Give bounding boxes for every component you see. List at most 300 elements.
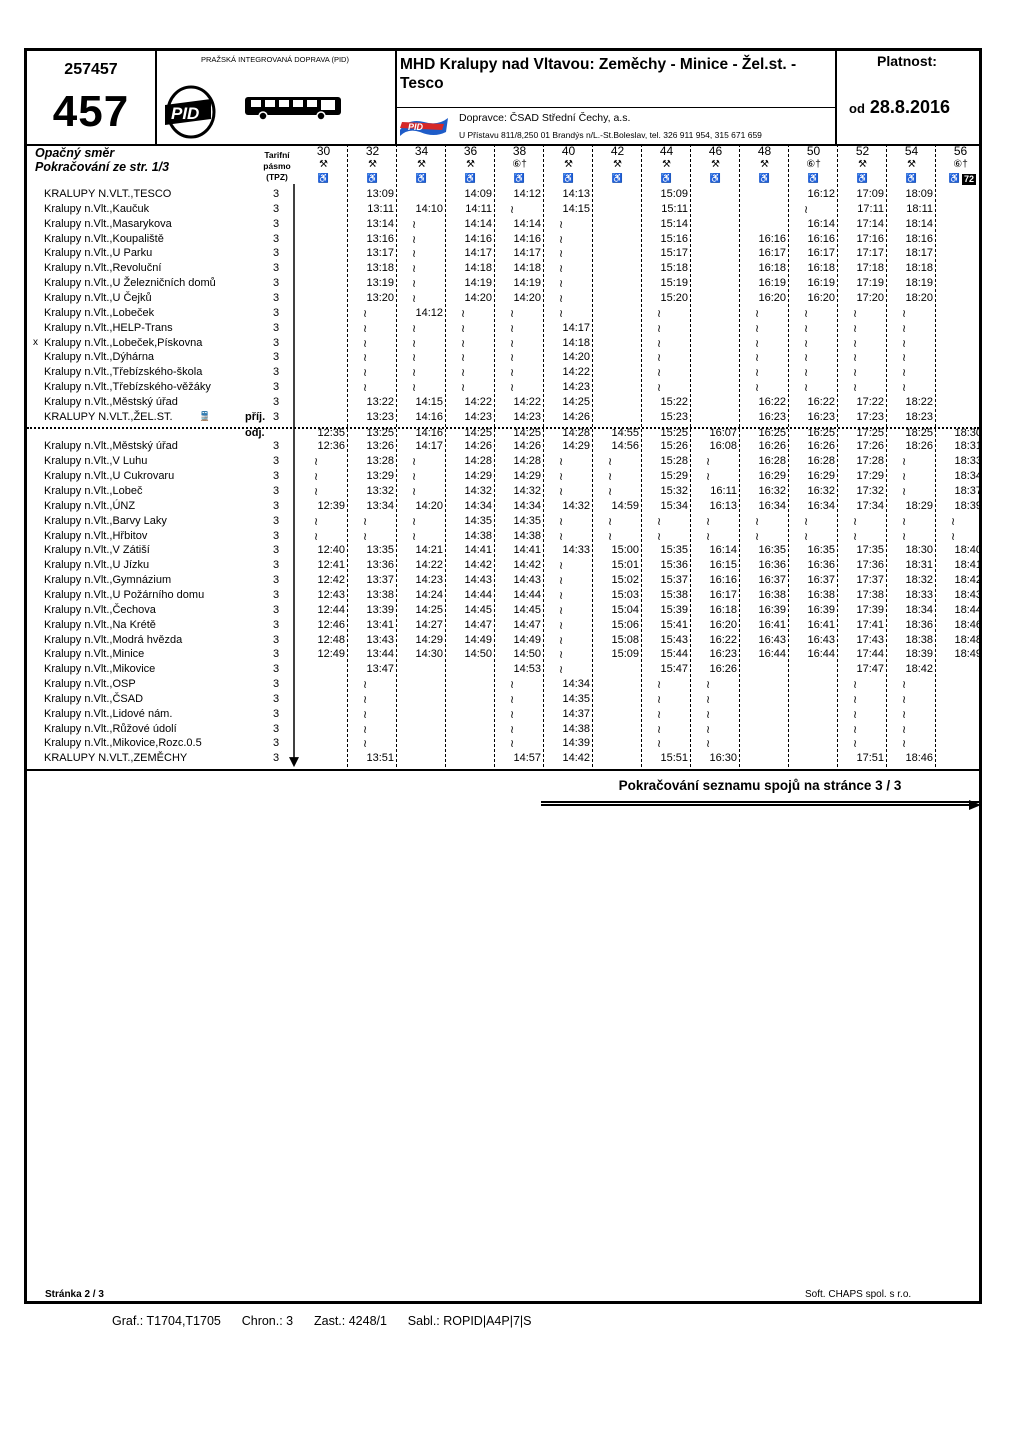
time-cell: 18:25 bbox=[905, 426, 933, 439]
time-cell: 14:12 bbox=[415, 306, 443, 319]
pass-through-mark: ≀ bbox=[754, 530, 760, 543]
time-cell: 13:37 bbox=[366, 574, 394, 587]
time-cell: 15:36 bbox=[660, 559, 688, 572]
pass-through-mark: ≀ bbox=[705, 456, 711, 469]
pass-through-mark: ≀ bbox=[705, 530, 711, 543]
time-cell: 14:42 bbox=[464, 559, 492, 572]
time-cell: 13:09 bbox=[366, 188, 394, 200]
time-cell: 16:37 bbox=[758, 574, 786, 587]
wheelchair-icon: ♿ bbox=[948, 173, 961, 183]
timetable-code: 257457 bbox=[64, 61, 118, 78]
route-title: MHD Kralupy nad Vltavou: Zeměchy - Minice - Žel.st. - Tesco bbox=[400, 56, 797, 92]
pass-through-mark: ≀ bbox=[754, 322, 760, 335]
time-cell: 13:39 bbox=[366, 603, 394, 616]
time-cell: 14:14 bbox=[513, 217, 541, 230]
pass-through-mark: ≀ bbox=[460, 352, 466, 365]
time-cell: 14:15 bbox=[562, 202, 590, 215]
pass-through-mark: ≀ bbox=[901, 382, 907, 395]
tariff-zone: 3 bbox=[273, 262, 280, 275]
time-cell: 16:16 bbox=[758, 232, 786, 245]
stop-name: Kralupy n.Vlt.,V Zátiší bbox=[44, 544, 150, 557]
timetable-frame bbox=[24, 48, 982, 1304]
pass-through-mark: ≀ bbox=[901, 352, 907, 365]
validity-label: Platnost: bbox=[877, 53, 937, 69]
time-cell: 18:09 bbox=[905, 188, 933, 200]
trip-symbol: ⚒ bbox=[368, 159, 377, 170]
pass-through-mark: ≀ bbox=[411, 322, 417, 335]
tariff-zone: 3 bbox=[273, 663, 280, 676]
pass-through-mark: ≀ bbox=[852, 679, 858, 692]
stop-name: Kralupy n.Vlt.,Dýhárna bbox=[44, 351, 155, 364]
pass-through-mark: ≀ bbox=[558, 530, 564, 543]
stop-name: Kralupy n.Vlt.,OSP bbox=[44, 678, 136, 691]
time-cell: 16:37 bbox=[807, 574, 835, 587]
pid-box bbox=[155, 51, 397, 144]
tariff-zone: 3 bbox=[273, 366, 280, 379]
stop-name: Kralupy n.Vlt.,Barvy Laky bbox=[44, 514, 167, 527]
trip-number: 46 bbox=[708, 144, 723, 158]
time-cell: 16:32 bbox=[758, 485, 786, 497]
operator-logo-icon bbox=[398, 114, 450, 138]
tariff-zone: 3 bbox=[273, 306, 280, 319]
validity-value bbox=[849, 97, 950, 118]
pass-through-mark: ≀ bbox=[411, 352, 417, 365]
pass-through-mark: ≀ bbox=[509, 679, 515, 692]
time-cell: 14:20 bbox=[415, 499, 443, 512]
wheelchair-icon: ♿ bbox=[562, 173, 575, 183]
time-cell: 12:49 bbox=[317, 648, 345, 661]
time-cell: 16:19 bbox=[807, 277, 835, 290]
time-cell: 16:22 bbox=[807, 395, 835, 408]
pass-through-mark: ≀ bbox=[901, 486, 907, 498]
time-cell: 17:26 bbox=[856, 440, 884, 453]
stop-name: Kralupy n.Vlt.,Na Krétě bbox=[44, 618, 156, 631]
time-cell: 13:14 bbox=[366, 217, 394, 230]
pass-through-mark: ≀ bbox=[558, 634, 564, 647]
stop-name: Kralupy n.Vlt.,ČSAD bbox=[44, 692, 144, 705]
time-cell: 14:39 bbox=[562, 737, 590, 750]
svg-text:PID: PID bbox=[171, 104, 200, 123]
time-cell: 14:16 bbox=[464, 232, 492, 245]
time-cell: 14:45 bbox=[464, 603, 492, 616]
time-cell: 16:36 bbox=[807, 559, 835, 572]
time-cell: 14:28 bbox=[513, 455, 541, 468]
chron-info: Chron.: 3 bbox=[241, 1314, 294, 1328]
pass-through-mark: ≀ bbox=[558, 292, 564, 305]
pass-through-mark: ≀ bbox=[411, 367, 417, 380]
time-cell: 15:28 bbox=[660, 455, 688, 468]
time-cell: 14:50 bbox=[464, 648, 492, 661]
time-cell: 14:55 bbox=[611, 426, 639, 439]
time-cell: 16:25 bbox=[758, 426, 786, 439]
time-cell: 15:51 bbox=[660, 752, 688, 765]
trip-symbol: ⚒ bbox=[564, 159, 573, 170]
pass-through-mark: ≀ bbox=[313, 471, 319, 484]
column-divider bbox=[396, 144, 397, 767]
pass-through-mark: ≀ bbox=[509, 382, 515, 395]
trip-number: 52 bbox=[855, 144, 870, 158]
time-cell: 18:43 bbox=[954, 588, 982, 601]
time-cell: 15:02 bbox=[611, 574, 639, 587]
integrator-name: PRAŽSKÁ INTEGROVANÁ DOPRAVA (PID) bbox=[201, 55, 349, 64]
time-cell: 16:20 bbox=[758, 291, 786, 304]
time-cell: 14:38 bbox=[513, 529, 541, 542]
time-cell: 16:26 bbox=[709, 663, 737, 676]
tariff-zone: 3 bbox=[273, 455, 280, 468]
trip-number: 34 bbox=[414, 144, 429, 158]
time-cell: 15:11 bbox=[661, 202, 688, 215]
time-cell: 14:34 bbox=[562, 678, 590, 691]
tariff-zone: 3 bbox=[273, 485, 280, 497]
stop-name: Kralupy n.Vlt.,Třebízského-věžáky bbox=[44, 381, 211, 394]
time-cell: 17:14 bbox=[856, 217, 884, 230]
stop-name: Kralupy n.Vlt.,Mikovice bbox=[44, 663, 156, 676]
pass-through-mark: ≀ bbox=[362, 382, 368, 395]
pass-through-mark: ≀ bbox=[362, 530, 368, 543]
time-cell: 16:44 bbox=[807, 648, 835, 661]
time-cell: 14:57 bbox=[513, 752, 541, 765]
time-cell: 14:17 bbox=[513, 247, 541, 260]
time-cell: 14:22 bbox=[464, 395, 492, 408]
time-cell: 15:39 bbox=[660, 603, 688, 616]
time-cell: 13:19 bbox=[366, 277, 394, 290]
time-cell: 15:03 bbox=[611, 588, 639, 601]
operator-box bbox=[395, 107, 835, 145]
time-cell: 18:44 bbox=[954, 603, 982, 616]
time-cell: 14:45 bbox=[513, 603, 541, 616]
time-cell: 15:32 bbox=[660, 485, 688, 497]
pass-through-mark: ≀ bbox=[754, 367, 760, 380]
time-cell: 14:27 bbox=[415, 618, 443, 631]
bus-icon bbox=[243, 95, 343, 121]
time-cell: 12:41 bbox=[317, 559, 345, 572]
time-cell: 13:47 bbox=[366, 663, 394, 676]
time-cell: 14:13 bbox=[562, 188, 590, 200]
pass-through-mark: ≀ bbox=[509, 203, 515, 216]
time-cell: 14:33 bbox=[562, 544, 590, 557]
time-cell: 14:41 bbox=[464, 544, 492, 557]
time-cell: 14:25 bbox=[513, 426, 541, 439]
pass-through-mark: ≀ bbox=[656, 382, 662, 395]
time-cell: 17:38 bbox=[856, 588, 884, 601]
pass-through-mark: ≀ bbox=[656, 307, 662, 320]
tariff-label-1: Tarifní bbox=[264, 150, 290, 160]
time-cell: 17:51 bbox=[856, 752, 884, 765]
trip-number: 54 bbox=[904, 144, 919, 158]
tariff-zone: 3 bbox=[273, 633, 280, 646]
time-cell: 18:39 bbox=[905, 648, 933, 661]
tariff-label-2: pásmo bbox=[263, 161, 291, 171]
pass-through-mark: ≀ bbox=[852, 382, 858, 395]
trip-symbol: ⚒ bbox=[662, 159, 671, 170]
tariff-zone: 3 bbox=[273, 603, 280, 616]
time-cell: 18:42 bbox=[954, 574, 982, 587]
pass-through-mark: ≀ bbox=[411, 292, 417, 305]
time-cell: 14:19 bbox=[464, 277, 492, 290]
time-cell: 17:18 bbox=[856, 262, 884, 275]
pass-through-mark: ≀ bbox=[558, 664, 564, 677]
time-cell: 18:26 bbox=[905, 440, 933, 453]
pass-through-mark: ≀ bbox=[558, 233, 564, 246]
validity-box bbox=[835, 51, 979, 144]
time-cell: 14:20 bbox=[562, 351, 590, 364]
time-cell: 16:29 bbox=[807, 470, 835, 483]
time-cell: 13:18 bbox=[366, 262, 394, 275]
stop-name: Kralupy n.Vlt.,Čechova bbox=[44, 603, 156, 616]
time-cell: 16:35 bbox=[758, 544, 786, 557]
stop-name: Kralupy n.Vlt.,U Železničních domů bbox=[44, 277, 216, 290]
pass-through-mark: ≀ bbox=[411, 218, 417, 231]
pass-through-mark: ≀ bbox=[558, 263, 564, 276]
pass-through-mark: ≀ bbox=[852, 367, 858, 380]
wheelchair-icon: ♿ bbox=[660, 173, 673, 183]
low-floor-badge: 72 bbox=[964, 174, 975, 184]
time-cell: 14:11 bbox=[465, 202, 492, 215]
time-cell: 16:18 bbox=[807, 262, 835, 275]
time-cell: 17:41 bbox=[856, 618, 884, 631]
stop-name: Kralupy n.Vlt.,Modrá hvězda bbox=[44, 633, 183, 646]
time-cell: 14:16 bbox=[415, 426, 443, 439]
pass-through-mark: ≀ bbox=[705, 723, 711, 736]
trip-symbol: ⚒ bbox=[417, 159, 426, 170]
time-cell: 16:17 bbox=[758, 247, 786, 260]
tariff-zone: 3 bbox=[273, 202, 280, 215]
direction-arrow-icon bbox=[289, 184, 299, 767]
pass-through-mark: ≀ bbox=[362, 322, 368, 335]
time-cell: 14:20 bbox=[513, 291, 541, 304]
pass-through-mark: ≀ bbox=[656, 337, 662, 350]
wheelchair-icon: ♿ bbox=[758, 173, 771, 183]
pass-through-mark: ≀ bbox=[656, 530, 662, 543]
pass-through-mark: ≀ bbox=[558, 218, 564, 231]
time-cell: 15:26 bbox=[660, 440, 688, 453]
pass-through-mark: ≀ bbox=[656, 708, 662, 721]
svg-text:PID: PID bbox=[408, 122, 424, 132]
pass-through-mark: ≀ bbox=[754, 307, 760, 320]
time-cell: 17:09 bbox=[856, 188, 884, 200]
pass-through-mark: ≀ bbox=[607, 530, 613, 543]
pass-through-mark: ≀ bbox=[705, 708, 711, 721]
line-number: 457 bbox=[52, 87, 130, 136]
wheelchair-icon: ♿ bbox=[366, 173, 379, 183]
time-cell: 13:17 bbox=[366, 247, 394, 260]
time-cell: 14:21 bbox=[415, 544, 443, 557]
time-cell: 14:38 bbox=[464, 529, 492, 542]
time-cell: 18:48 bbox=[954, 633, 982, 646]
pass-through-mark: ≀ bbox=[852, 530, 858, 543]
time-cell: 12:35 bbox=[317, 426, 345, 439]
time-cell: 14:32 bbox=[464, 485, 492, 497]
time-cell: 14:28 bbox=[464, 455, 492, 468]
time-cell: 16:32 bbox=[807, 485, 835, 497]
time-cell: 12:42 bbox=[317, 574, 345, 587]
time-cell: 14:34 bbox=[513, 499, 541, 512]
pass-through-mark: ≀ bbox=[411, 337, 417, 350]
wheelchair-icon: ♿ bbox=[317, 173, 330, 183]
time-cell: 16:16 bbox=[807, 232, 835, 245]
pass-through-mark: ≀ bbox=[901, 723, 907, 736]
time-cell: 18:30 bbox=[954, 426, 982, 439]
time-cell: 13:22 bbox=[366, 395, 394, 408]
arrow-right-icon bbox=[541, 799, 981, 811]
tariff-zone: 3 bbox=[273, 618, 280, 631]
tariff-zone: 3 bbox=[273, 351, 280, 364]
pass-through-mark: ≀ bbox=[754, 337, 760, 350]
train-icon: 🚆 bbox=[199, 410, 211, 421]
wheelchair-icon: ♿ bbox=[611, 173, 624, 183]
time-cell: 18:46 bbox=[954, 618, 982, 631]
pass-through-mark: ≀ bbox=[852, 322, 858, 335]
continuation-note: Pokračování seznamu spojů na stránce 3 / 3 bbox=[541, 773, 979, 803]
time-cell: 15:22 bbox=[660, 395, 688, 408]
stop-name: Kralupy n.Vlt.,Koupaliště bbox=[44, 232, 164, 245]
pid-logo-icon bbox=[161, 81, 217, 139]
pass-through-mark: ≀ bbox=[558, 456, 564, 469]
code-box bbox=[27, 51, 157, 144]
tariff-zone: 3 bbox=[273, 277, 280, 290]
time-cell: 14:12 bbox=[513, 188, 541, 200]
tariff-zone: 3 bbox=[273, 752, 280, 765]
wheelchair-icon: ♿ bbox=[807, 173, 820, 183]
time-cell: 14:24 bbox=[415, 588, 443, 601]
time-cell: 17:28 bbox=[856, 455, 884, 468]
stop-name: Kralupy n.Vlt.,Masarykova bbox=[44, 217, 172, 230]
pass-through-mark: ≀ bbox=[411, 515, 417, 528]
time-cell: 17:11 bbox=[857, 202, 884, 215]
time-cell: 16:25 bbox=[807, 426, 835, 439]
pass-through-mark: ≀ bbox=[705, 471, 711, 484]
time-cell: 15:14 bbox=[660, 217, 688, 230]
time-cell: 14:35 bbox=[513, 514, 541, 527]
pass-through-mark: ≀ bbox=[656, 693, 662, 706]
stop-name: Kralupy n.Vlt.,V Luhu bbox=[44, 455, 148, 468]
pass-through-mark: ≀ bbox=[362, 367, 368, 380]
time-cell: 13:20 bbox=[366, 291, 394, 304]
time-cell: 17:20 bbox=[856, 291, 884, 304]
time-cell: 16:28 bbox=[758, 455, 786, 468]
time-cell: 16:43 bbox=[807, 633, 835, 646]
time-cell: 15:29 bbox=[660, 470, 688, 483]
pass-through-mark: ≀ bbox=[313, 530, 319, 543]
trip-number: 30 bbox=[316, 144, 331, 158]
time-cell: 12:43 bbox=[317, 588, 345, 601]
timetable-table bbox=[27, 144, 982, 774]
pass-through-mark: ≀ bbox=[558, 604, 564, 617]
stop-name: Kralupy n.Vlt.,Revoluční bbox=[44, 262, 162, 275]
pass-through-mark: ≀ bbox=[558, 486, 564, 498]
stop-name: KRALUPY N.VLT.,ZEMĚCHY bbox=[44, 752, 188, 765]
table-bottom-border bbox=[27, 769, 979, 771]
time-cell: 16:43 bbox=[758, 633, 786, 646]
time-cell: 13:23 bbox=[366, 410, 394, 423]
request-stop-mark: x bbox=[33, 336, 38, 348]
tariff-label-3: (TPZ) bbox=[266, 172, 288, 182]
time-cell: 17:36 bbox=[856, 559, 884, 572]
page-number: Stránka 2 / 3 bbox=[45, 1289, 104, 1300]
time-cell: 15:04 bbox=[611, 603, 639, 616]
wheelchair-icon: ♿ bbox=[464, 173, 477, 183]
tariff-zone: 3 bbox=[273, 336, 280, 349]
time-cell: 18:29 bbox=[905, 499, 933, 512]
tariff-zone: 3 bbox=[273, 291, 280, 304]
time-cell: 14:34 bbox=[464, 499, 492, 512]
stop-name: Kralupy n.Vlt.,Hřbitov bbox=[44, 529, 148, 542]
time-cell: 14:29 bbox=[562, 440, 590, 453]
pass-through-mark: ≀ bbox=[803, 352, 809, 365]
time-cell: 14:49 bbox=[513, 633, 541, 646]
pass-through-mark: ≀ bbox=[313, 515, 319, 528]
pass-through-mark: ≀ bbox=[607, 515, 613, 528]
time-cell: 15:18 bbox=[660, 262, 688, 275]
validity-prefix: od bbox=[849, 101, 865, 116]
time-cell: 13:28 bbox=[366, 455, 394, 468]
time-cell: 17:32 bbox=[856, 485, 884, 497]
time-cell: 16:23 bbox=[709, 648, 737, 661]
time-cell: 15:43 bbox=[660, 633, 688, 646]
time-cell: 16:22 bbox=[709, 633, 737, 646]
time-cell: 14:26 bbox=[513, 440, 541, 453]
pass-through-mark: ≀ bbox=[558, 515, 564, 528]
time-cell: 16:20 bbox=[807, 291, 835, 304]
time-cell: 18:41 bbox=[954, 559, 982, 572]
time-cell: 18:34 bbox=[954, 470, 982, 483]
time-cell: 12:46 bbox=[317, 618, 345, 631]
tariff-zone: 3 bbox=[273, 188, 280, 200]
time-cell: 15:06 bbox=[611, 618, 639, 631]
time-cell: 18:46 bbox=[905, 752, 933, 765]
time-cell: 18:49 bbox=[954, 648, 982, 661]
time-cell: 14:32 bbox=[562, 499, 590, 512]
time-cell: 15:34 bbox=[660, 499, 688, 512]
stop-name: Kralupy n.Vlt.,Mikovice,Rozc.0.5 bbox=[44, 737, 202, 750]
pass-through-mark: ≀ bbox=[901, 515, 907, 528]
trip-number: 44 bbox=[659, 144, 674, 158]
time-cell: 14:59 bbox=[611, 499, 639, 512]
time-cell: 15:20 bbox=[660, 291, 688, 304]
trip-number: 38 bbox=[512, 144, 527, 158]
pass-through-mark: ≀ bbox=[411, 530, 417, 543]
arrival-label: příj. bbox=[245, 410, 266, 423]
pass-through-mark: ≀ bbox=[509, 367, 515, 380]
time-cell: 13:36 bbox=[366, 559, 394, 572]
time-cell: 13:11 bbox=[367, 202, 394, 215]
pass-through-mark: ≀ bbox=[901, 322, 907, 335]
pass-through-mark: ≀ bbox=[411, 278, 417, 291]
time-cell: 16:35 bbox=[807, 544, 835, 557]
time-cell: 15:08 bbox=[611, 633, 639, 646]
pass-through-mark: ≀ bbox=[509, 693, 515, 706]
time-cell: 15:37 bbox=[660, 574, 688, 587]
time-cell: 16:14 bbox=[709, 544, 737, 557]
time-cell: 14:23 bbox=[415, 574, 443, 587]
pass-through-mark: ≀ bbox=[803, 322, 809, 335]
tariff-zone: 3 bbox=[273, 737, 280, 750]
time-cell: 18:30 bbox=[905, 544, 933, 557]
time-cell: 14:28 bbox=[562, 426, 590, 439]
time-cell: 18:17 bbox=[905, 247, 933, 260]
time-cell: 16:19 bbox=[758, 277, 786, 290]
time-cell: 18:11 bbox=[906, 202, 933, 215]
pass-through-mark: ≀ bbox=[362, 352, 368, 365]
wheelchair-icon: ♿ bbox=[513, 173, 526, 183]
departure-label: odj. bbox=[245, 426, 265, 439]
pass-through-mark: ≀ bbox=[313, 456, 319, 469]
tariff-zone: 3 bbox=[273, 514, 280, 527]
time-cell: 16:18 bbox=[709, 603, 737, 616]
time-cell: 16:08 bbox=[709, 440, 737, 453]
time-cell: 16:07 bbox=[709, 426, 737, 439]
trip-symbol: ⚒ bbox=[711, 159, 720, 170]
